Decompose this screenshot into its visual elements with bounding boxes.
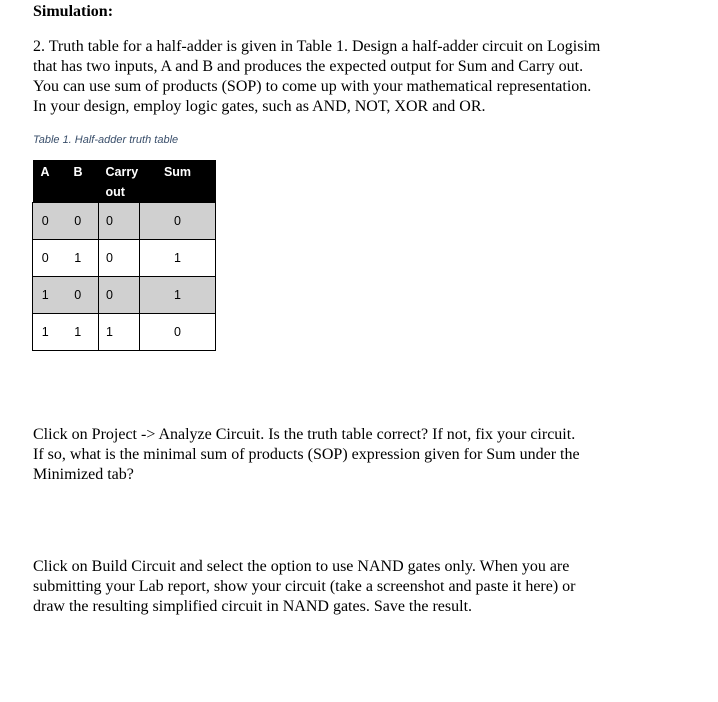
table-header-row	[33, 160, 216, 203]
cell-a: 1	[33, 277, 58, 314]
question-line: You can use sum of products (SOP) to come up with your mathematical representation.	[33, 78, 592, 95]
question-line: that has two inputs, A and B and produces the expected output for Sum and Carry out.	[33, 58, 584, 75]
cell-a: 0	[33, 240, 58, 277]
cell-b: 1	[58, 240, 99, 277]
build-line: submitting your Lab report, show your circuit (take a screenshot and paste it here) or	[33, 578, 576, 595]
table-row	[33, 203, 216, 240]
table-caption: Table 1. Half-adder truth table	[33, 134, 179, 146]
cell-carry: 0	[99, 203, 140, 240]
header-sum: Sum	[140, 160, 216, 203]
analyze-line: Click on Project -> Analyze Circuit. Is the truth table correct? If not, fix your circuit.	[33, 426, 576, 443]
build-line: draw the resulting simplified circuit in NAND gates. Save the result.	[33, 598, 473, 615]
cell-carry: 0	[99, 240, 140, 277]
build-paragraph	[33, 557, 693, 617]
question-line: 2. Truth table for a half-adder is given in Table 1. Design a half-adder circuit on Logisim	[33, 38, 601, 55]
cell-a: 1	[33, 314, 58, 351]
question-paragraph	[33, 37, 693, 117]
header-carry-line2: out	[105, 185, 125, 199]
cell-carry: 0	[99, 277, 140, 314]
cell-sum: 1	[140, 277, 216, 314]
table-row	[33, 314, 216, 351]
cell-sum: 1	[140, 240, 216, 277]
cell-b: 0	[58, 203, 99, 240]
table-row	[33, 277, 216, 314]
header-carry-out	[99, 160, 140, 203]
cell-carry: 1	[99, 314, 140, 351]
header-b: B	[58, 160, 99, 203]
question-line: In your design, employ logic gates, such as AND, NOT, XOR and OR.	[33, 98, 486, 115]
truth-table	[32, 160, 216, 351]
cell-sum: 0	[140, 314, 216, 351]
analyze-paragraph	[33, 425, 693, 485]
header-a: A	[33, 160, 58, 203]
cell-b: 1	[58, 314, 99, 351]
build-line: Click on Build Circuit and select the option to use NAND gates only. When you are	[33, 558, 570, 575]
table-row	[33, 240, 216, 277]
analyze-line: If so, what is the minimal sum of products (SOP) expression given for Sum under the	[33, 446, 580, 463]
header-carry-line1: Carry	[105, 165, 139, 179]
section-heading: Simulation:	[33, 3, 114, 20]
cell-a: 0	[33, 203, 58, 240]
cell-b: 0	[58, 277, 99, 314]
cell-sum: 0	[140, 203, 216, 240]
analyze-line: Minimized tab?	[33, 466, 134, 483]
